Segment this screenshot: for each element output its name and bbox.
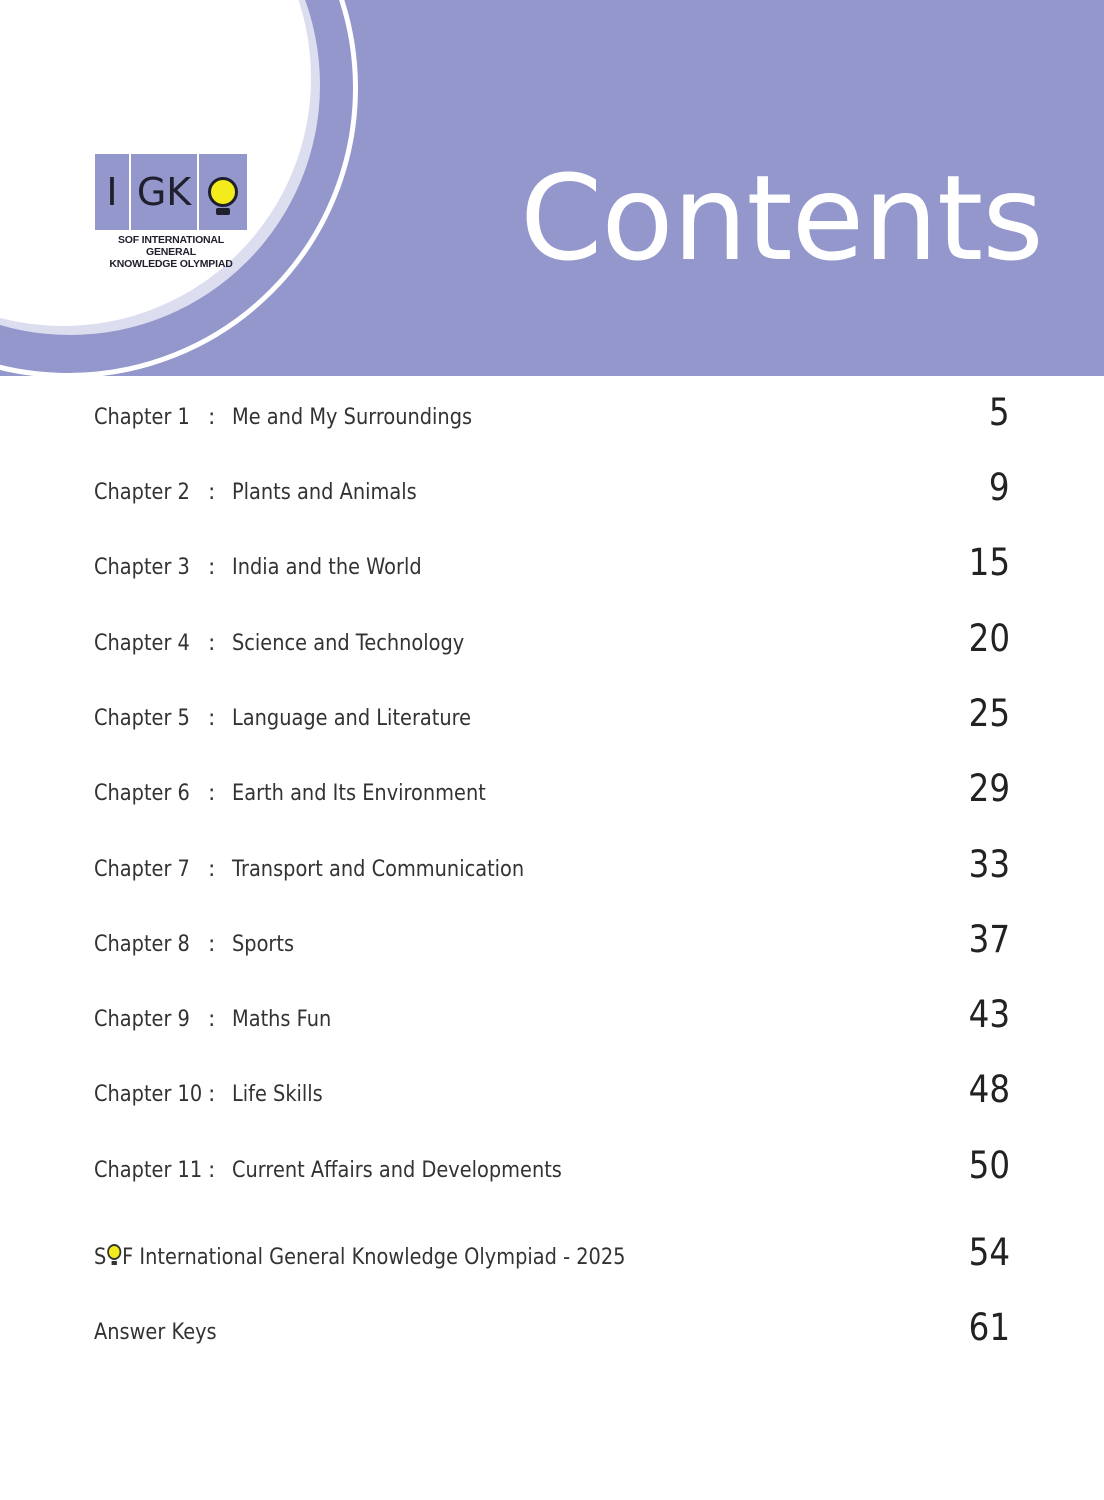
logo-letters-gk: GK [131, 154, 197, 230]
chapter-separator: : [208, 480, 216, 505]
logo-caption [95, 234, 247, 270]
olympiad-title-suffix: F International General Knowledge Olympiad - 2025 [122, 1245, 626, 1270]
logo-letter-i: I [95, 154, 129, 230]
chapter-title: Earth and Its Environment [232, 781, 486, 806]
chapter-separator: : [208, 706, 216, 731]
page-number: 61 [968, 1306, 1010, 1349]
toc-row [94, 540, 1010, 590]
chapter-separator: : [208, 1082, 216, 1107]
page-title: Contents [520, 149, 1043, 287]
chapter-title: Sports [232, 932, 295, 957]
lightbulb-icon [208, 177, 238, 207]
chapter-number: Chapter 1 [94, 405, 190, 430]
toc-row [94, 917, 1010, 967]
chapter-title: Transport and Communication [232, 857, 525, 882]
chapter-number: Chapter 2 [94, 480, 190, 505]
chapter-title: Maths Fun [232, 1007, 332, 1032]
chapter-title: Science and Technology [232, 631, 465, 656]
chapter-separator: : [208, 555, 216, 580]
chapter-number: Chapter 9 [94, 1007, 190, 1032]
chapter-separator: : [208, 857, 216, 882]
toc-row [94, 992, 1010, 1042]
toc-row [94, 465, 1010, 515]
page-number: 20 [968, 617, 1010, 660]
page-number: 29 [968, 767, 1010, 810]
toc-row [94, 1067, 1010, 1117]
chapter-title: India and the World [232, 555, 422, 580]
chapter-separator: : [208, 1007, 216, 1032]
chapter-number: Chapter 6 [94, 781, 190, 806]
toc-row [94, 766, 1010, 816]
chapter-separator: : [208, 405, 216, 430]
toc-row [94, 616, 1010, 666]
chapter-number: Chapter 11 [94, 1158, 203, 1183]
page-number: 37 [968, 918, 1010, 961]
toc-row [94, 390, 1010, 440]
page-number: 9 [989, 466, 1010, 509]
toc-row-olympiad [94, 1230, 1010, 1280]
chapter-number: Chapter 4 [94, 631, 190, 656]
page-number: 50 [968, 1144, 1010, 1187]
chapter-number: Chapter 5 [94, 706, 190, 731]
logo-caption-line2: KNOWLEDGE OLYMPIAD [109, 258, 233, 270]
chapter-separator: : [208, 781, 216, 806]
page-number: 33 [968, 843, 1010, 886]
page-number: 54 [968, 1231, 1010, 1274]
olympiad-title-prefix: S [94, 1245, 107, 1270]
page-number: 25 [968, 692, 1010, 735]
igko-logo [95, 154, 247, 270]
toc-row [94, 842, 1010, 892]
chapter-separator: : [208, 631, 216, 656]
chapter-title: Me and My Surroundings [232, 405, 473, 430]
chapter-number: Chapter 10 [94, 1082, 203, 1107]
chapter-separator: : [208, 932, 216, 957]
chapter-title: Life Skills [232, 1082, 323, 1107]
logo-letter-o [199, 154, 247, 230]
chapter-number: Chapter 7 [94, 857, 190, 882]
page-number: 43 [968, 993, 1010, 1036]
toc-row [94, 691, 1010, 741]
chapter-number: Chapter 3 [94, 555, 190, 580]
chapter-separator: : [208, 1158, 216, 1183]
chapter-title: Language and Literature [232, 706, 472, 731]
answer-keys-label: Answer Keys [94, 1320, 217, 1345]
chapter-title: Plants and Animals [232, 480, 417, 505]
chapter-title: Current Affairs and Developments [232, 1158, 562, 1183]
page-number: 5 [989, 391, 1010, 434]
toc-row-answer-keys [94, 1305, 1010, 1355]
toc-row [94, 1143, 1010, 1193]
logo-caption-line1: SOF INTERNATIONAL GENERAL [117, 234, 225, 258]
page-number: 48 [968, 1068, 1010, 1111]
olympiad-title [94, 1244, 625, 1270]
page-number: 15 [968, 541, 1010, 584]
header-banner [0, 0, 1104, 376]
lightbulb-icon [107, 1244, 121, 1260]
chapter-number: Chapter 8 [94, 932, 190, 957]
